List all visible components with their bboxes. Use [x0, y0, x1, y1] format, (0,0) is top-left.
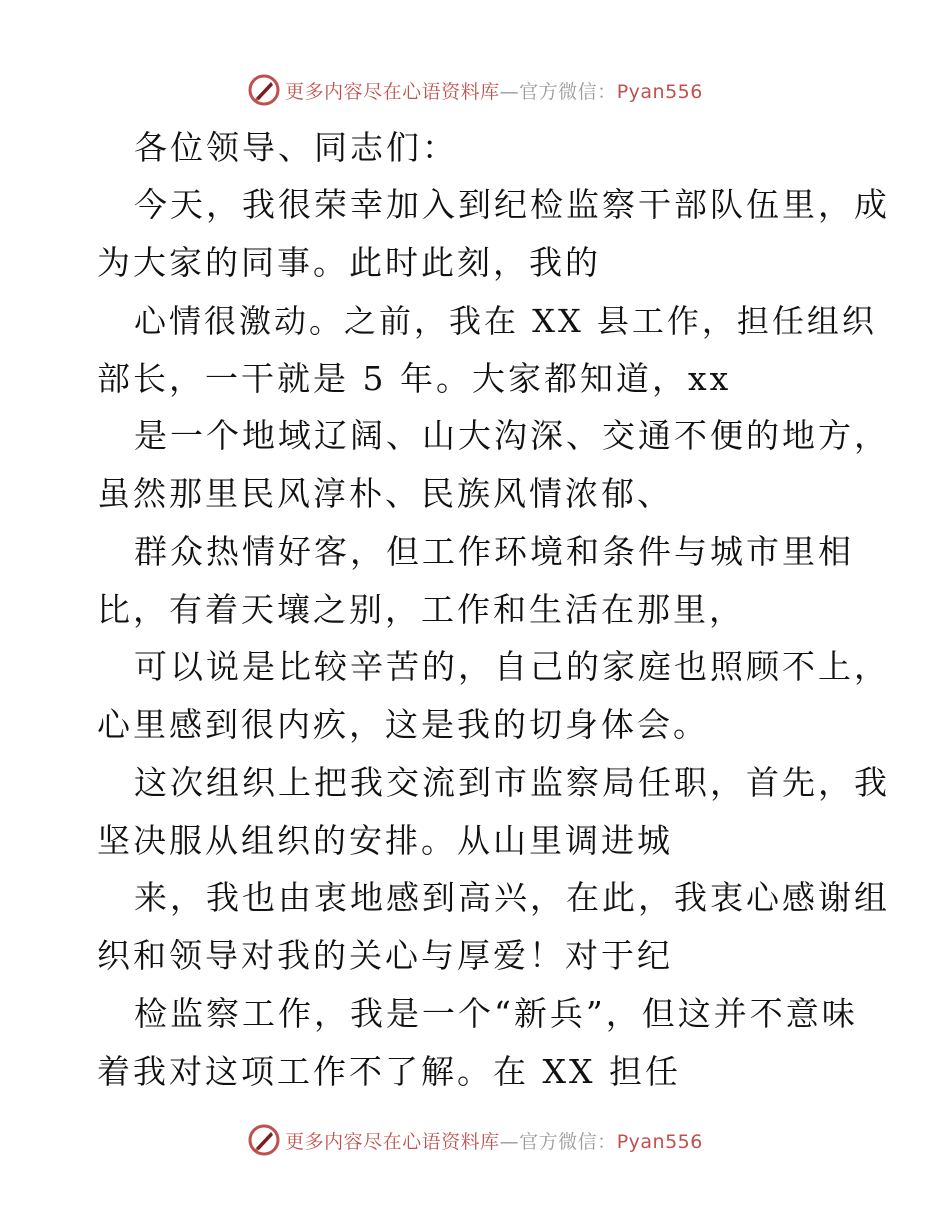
quill-pen-logo-icon — [247, 1123, 281, 1157]
paragraph-line: 各位领导、同志们： — [134, 128, 458, 167]
paragraph-line: 比，有着天壤之别，工作和生活在那里， — [97, 590, 745, 629]
quill-pen-logo-icon — [247, 73, 281, 107]
banner-wechat-label: 官方微信： — [519, 80, 617, 103]
paragraph-line: 检监察工作，我是一个“新兵”，但这并不意味 — [134, 994, 858, 1033]
banner-separator: — — [499, 80, 520, 103]
paragraph-line: 为大家的同事。此时此刻，我的 — [97, 243, 601, 282]
footer-banner-text — [285, 1127, 703, 1154]
paragraph-line: 部长，一干就是 5 年。大家都知道，xx — [97, 359, 732, 398]
paragraph-line: 今天，我很荣幸加入到纪检监察干部队伍里，成 — [134, 185, 890, 224]
banner-main-text: 更多内容尽在心语资料库 — [285, 80, 500, 103]
paragraph-line: 可以说是比较辛苦的，自己的家庭也照顾不上， — [134, 647, 890, 686]
paragraph-line: 是一个地域辽阔、山大沟深、交通不便的地方， — [134, 416, 890, 455]
paragraph-line: 坚决服从组织的安排。从山里调进城 — [97, 821, 673, 860]
banner-handle: Pyan556 — [616, 80, 703, 103]
paragraph-line: 虽然那里民风淳朴、民族风情浓郁、 — [97, 474, 673, 513]
paragraph-line: 心里感到很内疚，这是我的切身体会。 — [97, 705, 709, 744]
paragraph-line: 来，我也由衷地感到高兴，在此，我衷心感谢组 — [134, 878, 890, 917]
paragraph-line: 群众热情好客，但工作环境和条件与城市里相 — [134, 532, 854, 571]
banner-handle: Pyan556 — [616, 1130, 703, 1153]
banner-main-text: 更多内容尽在心语资料库 — [285, 1130, 500, 1153]
paragraph-line: 心情很激动。之前，我在 XX 县工作，担任组织 — [134, 302, 877, 340]
paragraph-line: 着我对这项工作不了解。在 XX 担任 — [97, 1052, 681, 1091]
header-banner-text — [285, 77, 703, 104]
footer-banner — [0, 1120, 950, 1160]
banner-separator: — — [499, 1130, 520, 1153]
banner-wechat-label: 官方微信： — [519, 1130, 617, 1153]
paragraph-line: 这次组织上把我交流到市监察局任职，首先，我 — [134, 763, 890, 802]
paragraph-line: 织和领导对我的关心与厚爱！对于纪 — [97, 936, 673, 975]
header-banner — [0, 70, 950, 110]
